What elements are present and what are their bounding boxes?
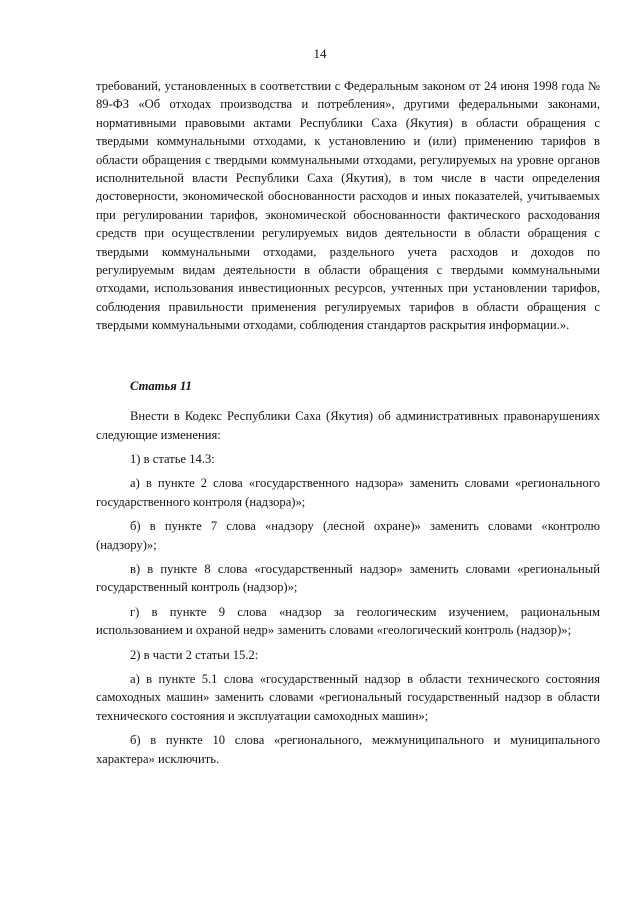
article-paragraph: в) в пункте 8 слова «государственный надзор» заменить словами «региональный государственный контроль (надзор)»; <box>96 561 600 595</box>
article-paragraph: Внести в Кодекс Республики Саха (Якутия) об административных правонарушениях следующие изменения: <box>96 409 600 442</box>
intro-paragraph: требований, установленных в соответствии с Федеральным законом от 24 июня 1998 года № 89-ФЗ «Об отходах производства и потребления», другими федеральными законами, нормативными правовыми актами Республики Саха (Якутия) в области обращения с твердыми коммунальными отходами, к установлению и (или) применению тарифов в области обращения с твердыми коммунальными отходами, регулируемых на уровне органов исполнительной власти Республики Саха (Якутия), в том числе в части определения достоверности, экономической обоснованности расходов и иных показателей, учитываемых при регулировании тарифов, экономической обоснованности фактического расходования средств при осуществлении регулируемых видов деятельности в области обращения с твердыми коммунальными отходами, раздельного учета расходов и доходов по регулируемым видам деятельности в области обращения с твердыми коммунальными отходами, использования инвестиционных ресурсов, учтенных при установлении тарифов, соблюдения правильности применения регулируемых тарифов в области обращения с твердыми коммунальными отходами, соблюдения стандартов раскрытия информации.». <box>96 79 600 333</box>
article-heading: Статья 11 <box>130 378 192 393</box>
document-body <box>96 77 600 768</box>
page-number: 14 <box>313 46 327 61</box>
article-paragraph: 1) в статье 14.3: <box>130 451 215 466</box>
article-paragraph: 2) в части 2 статьи 15.2: <box>130 647 259 662</box>
article-paragraph: б) в пункте 7 слова «надзору (лесной охране)» заменить словами «контролю (надзору)»; <box>96 519 600 552</box>
article-paragraph: а) в пункте 5.1 слова «государственный надзор в области технического состояния самоходных машин» заменить словами «региональный государственный надзор в области технического состояния и эксплуатации самоходных машин»; <box>96 671 600 723</box>
article-paragraph: а) в пункте 2 слова «государственного надзора» заменить словами «регионального государственного контроля (надзора)»; <box>96 476 600 509</box>
article-paragraph: б) в пункте 10 слова «регионального, межмуниципального и муниципального характера» исключить. <box>96 733 600 766</box>
article-paragraph: г) в пункте 9 слова «надзор за геологическим изучением, рациональным использованием и охраной недр» заменить словами «геологический контроль (надзор)»; <box>96 604 600 638</box>
